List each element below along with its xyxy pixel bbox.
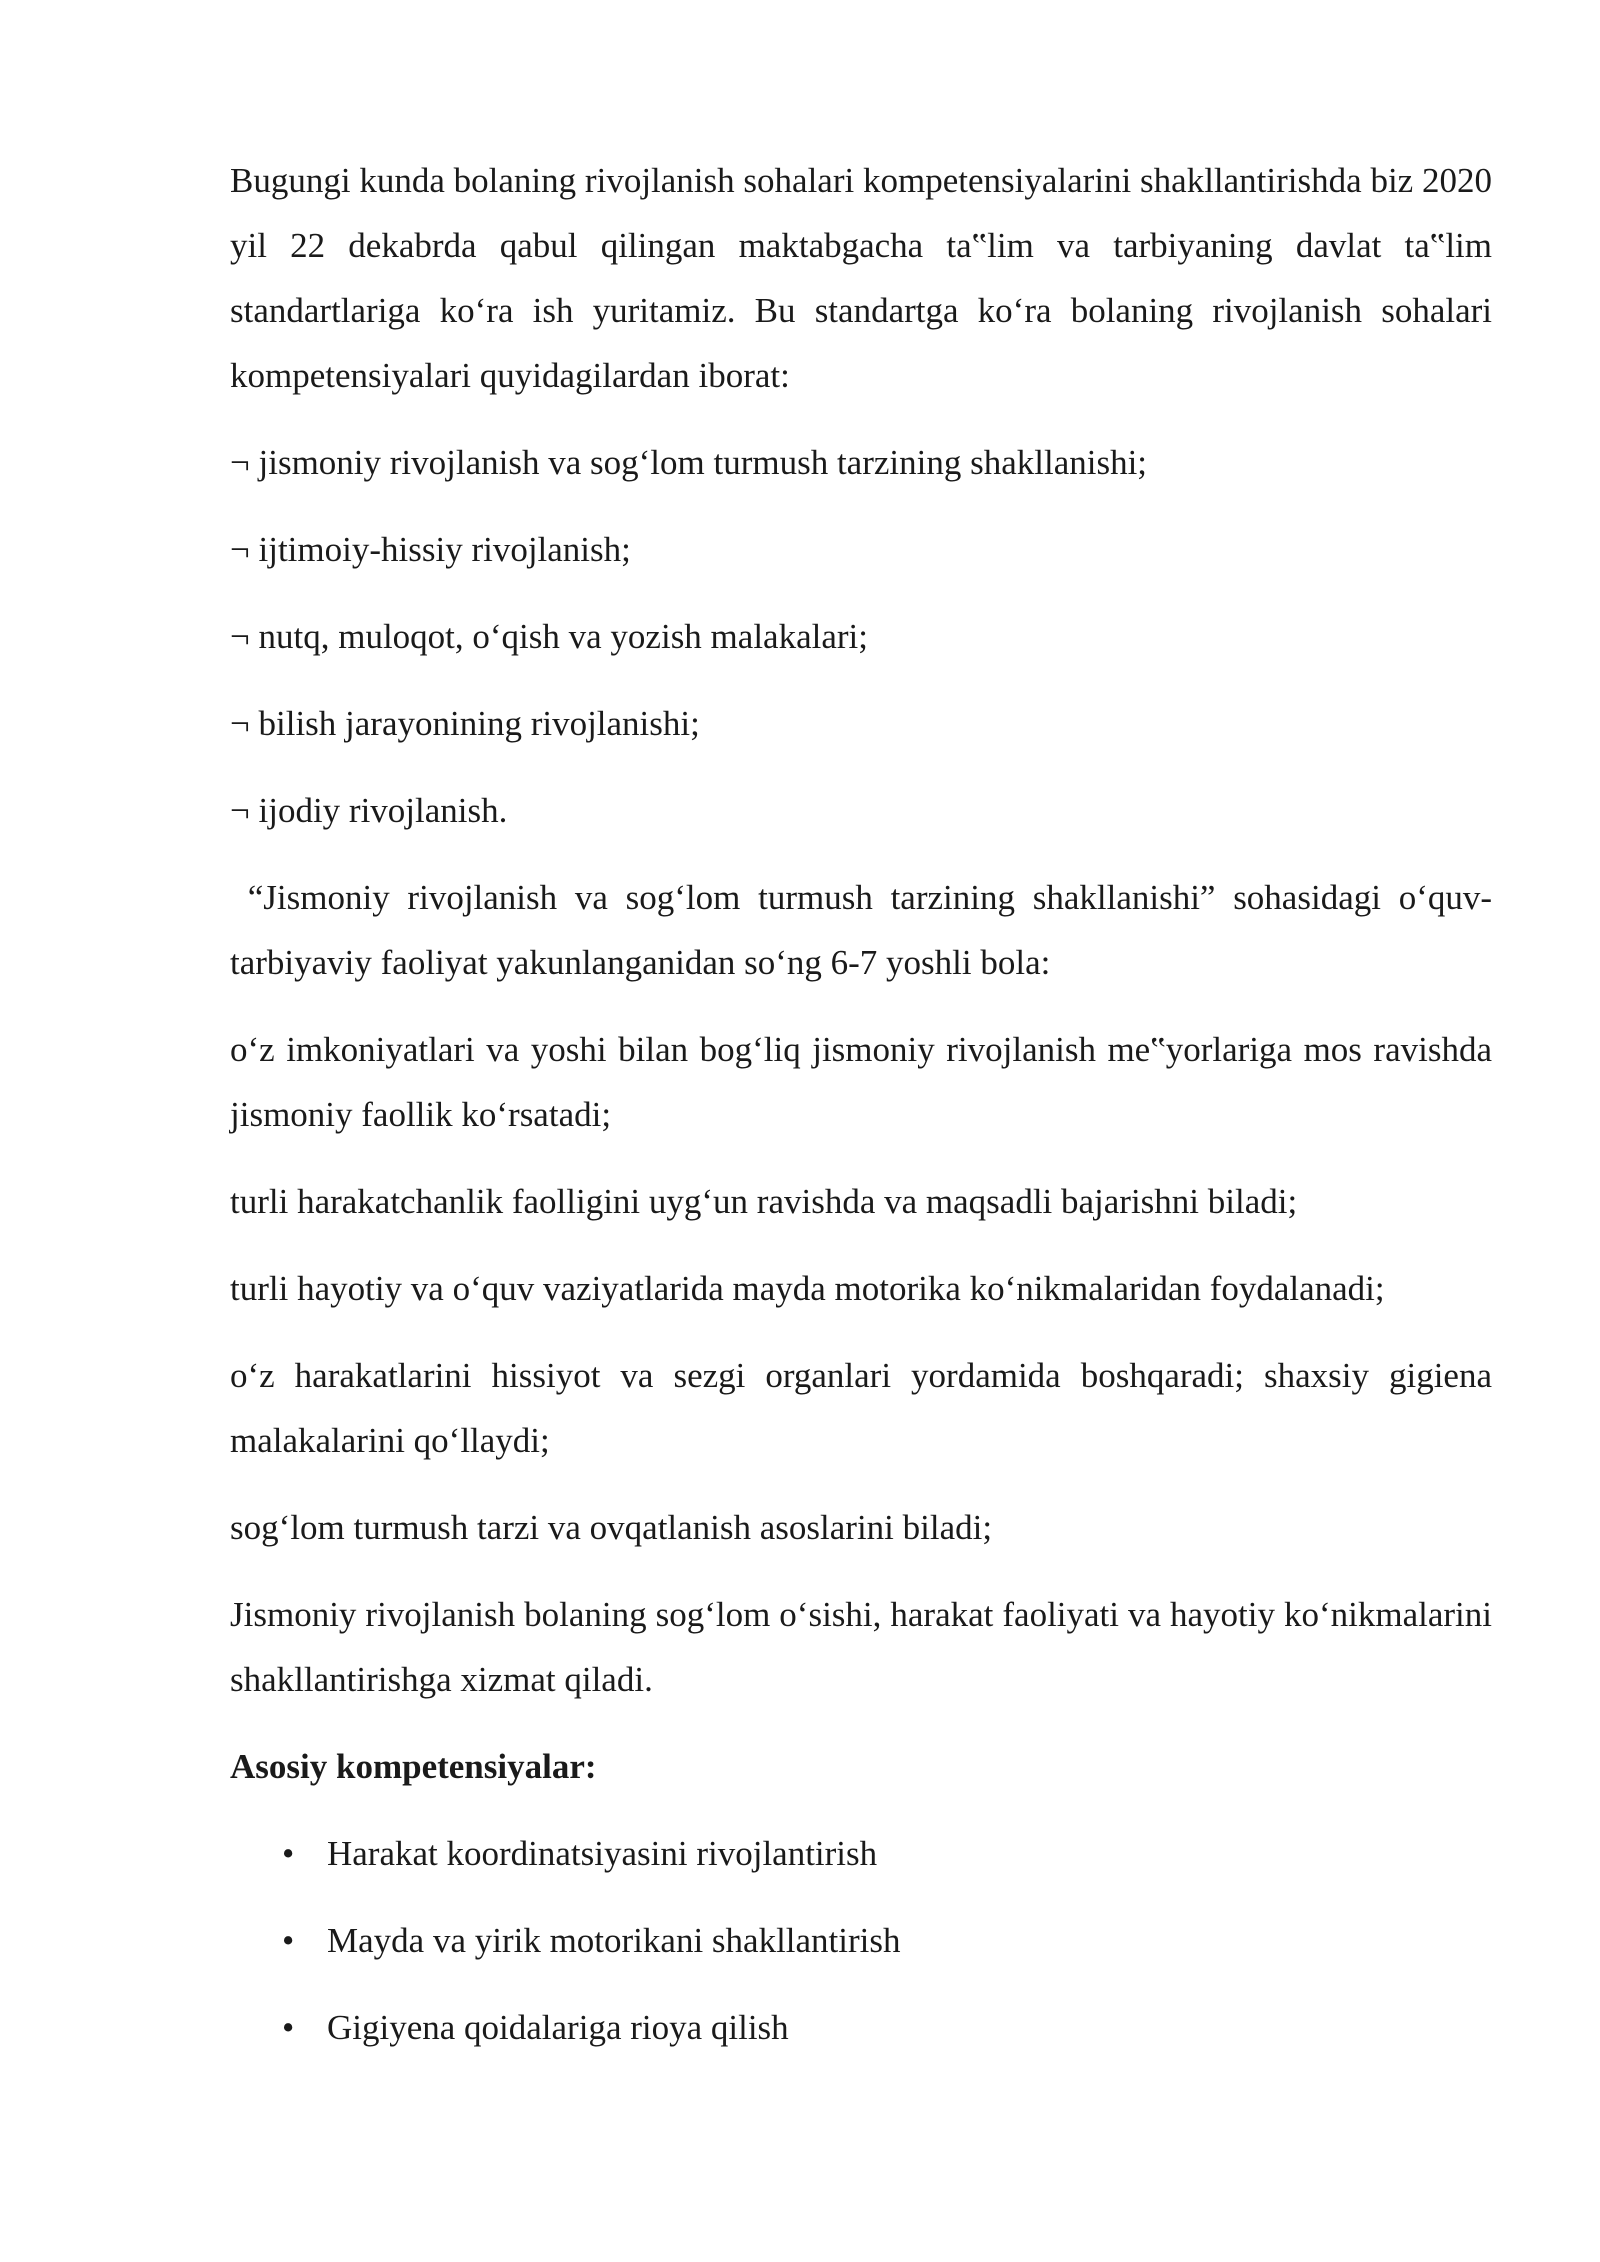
bullet-marker: • [282, 2008, 295, 2047]
list-marker: ¬ [230, 530, 250, 569]
section-intro-paragraph: “Jismoniy rivojlanish va sog‘lom turmush tarzining shakllanishi” sohasidagi o‘quv-tarbiyaviy faoliyat yakunlanganidan so‘ng 6-7 yoshli bola: [230, 878, 1492, 982]
list-item [230, 691, 1492, 756]
list-item [230, 1821, 1492, 1886]
list-marker: ¬ [230, 617, 250, 656]
list-item-text: ijodiy rivojlanish. [258, 791, 508, 830]
list-item [230, 1995, 1492, 2060]
list-item-text: Harakat koordinatsiyasini rivojlantirish [327, 1834, 878, 1873]
list-marker: ¬ [230, 704, 250, 743]
list-item-text: Gigiyena qoidalariga rioya qilish [327, 2008, 789, 2047]
development-areas-list [230, 430, 1492, 843]
bullet-marker: • [282, 1921, 295, 1960]
outcome-paragraph: o‘z imkoniyatlari va yoshi bilan bog‘liq jismoniy rivojlanish me‟yorlariga mos ravishda jismoniy faollik ko‘rsatadi; [230, 1030, 1492, 1134]
outcome-paragraph: turli hayotiy va o‘quv vaziyatlarida mayda motorika ko‘nikmalaridan foydalanadi; [230, 1269, 1385, 1308]
outcome-paragraph: o‘z harakatlarini hissiyot va sezgi organlari yordamida boshqaradi; shaxsiy gigiena malakalarini qo‘llaydi; [230, 1356, 1492, 1460]
list-marker: ¬ [230, 791, 250, 830]
outcome-paragraph: turli harakatchanlik faolligini uyg‘un ravishda va maqsadli bajarishni biladi; [230, 1182, 1298, 1221]
list-item [230, 1908, 1492, 1973]
list-marker: ¬ [230, 443, 250, 482]
bullet-marker: • [282, 1834, 295, 1873]
document-page [230, 148, 1492, 2082]
list-item [230, 430, 1492, 495]
list-item-text: Mayda va yirik motorikani shakllantirish [327, 1921, 901, 1960]
list-item [230, 778, 1492, 843]
outcome-paragraph: sog‘lom turmush tarzi va ovqatlanish asoslarini biladi; [230, 1508, 993, 1547]
list-item-text: ijtimoiy-hissiy rivojlanish; [258, 530, 631, 569]
list-item-text: jismoniy rivojlanish va sog‘lom turmush tarzining shakllanishi; [258, 443, 1148, 482]
summary-paragraph: Jismoniy rivojlanish bolaning sog‘lom o‘sishi, harakat faoliyati va hayotiy ko‘nikmalarini shakllantirishga xizmat qiladi. [230, 1595, 1492, 1699]
list-item [230, 517, 1492, 582]
list-item-text: bilish jarayonining rivojlanishi; [258, 704, 700, 743]
list-item-text: nutq, muloqot, o‘qish va yozish malakalari; [258, 617, 868, 656]
intro-paragraph: Bugungi kunda bolaning rivojlanish sohalari kompetensiyalarini shakllantirishda biz 2020 yil 22 dekabrda qabul qilingan maktabgacha ta‟lim va tarbiyaning davlat ta‟lim standartlariga ko‘ra ish yuritamiz. Bu standartga ko‘ra bolaning rivojlanish sohalari kompetensiyalari quyidagilardan iborat: [230, 161, 1492, 395]
competencies-list [230, 1821, 1492, 2060]
list-item [230, 604, 1492, 669]
competencies-heading: Asosiy kompetensiyalar: [230, 1747, 597, 1786]
